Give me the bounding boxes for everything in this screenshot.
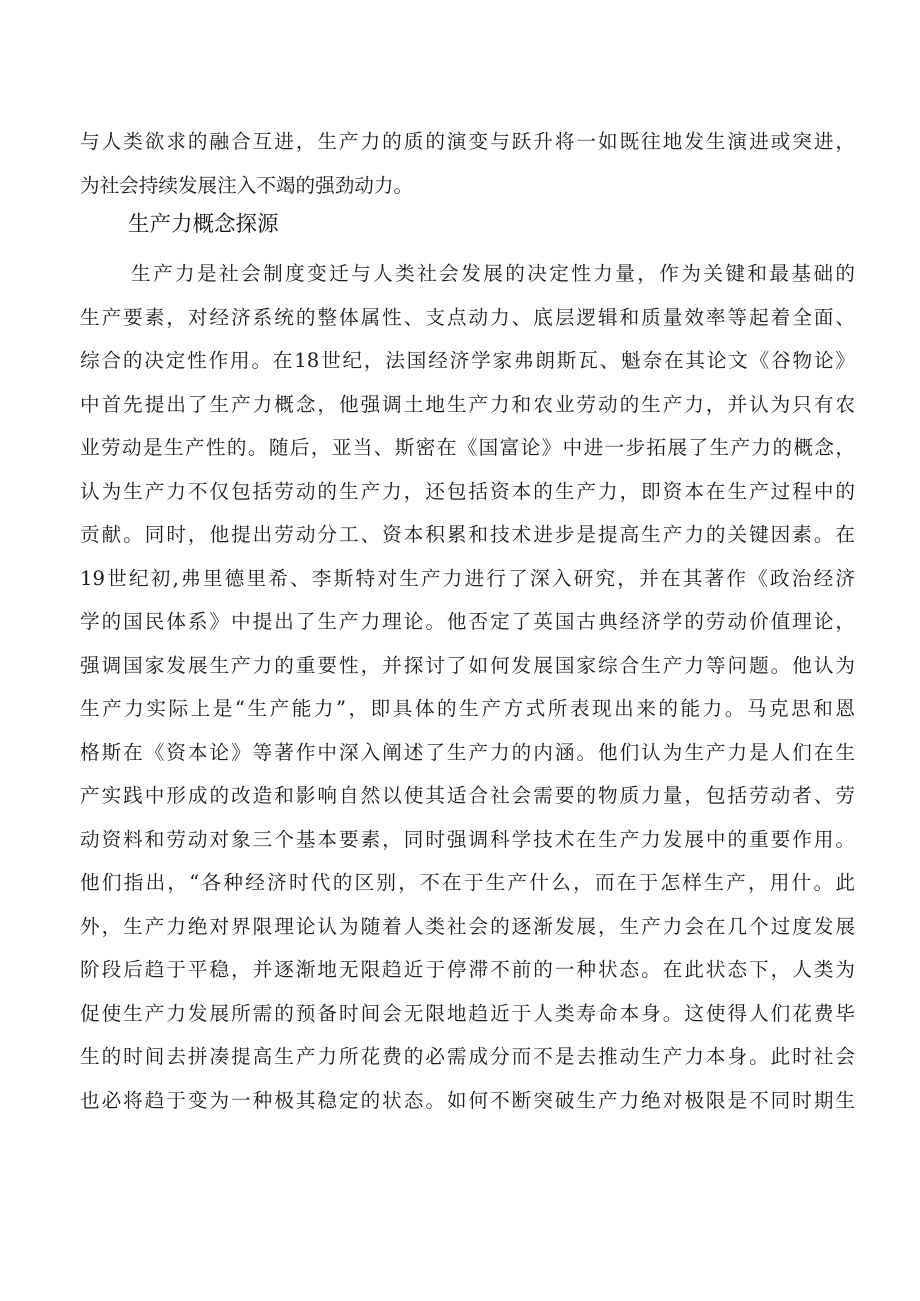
text-line: 与人类欲求的融合互进，生产力的质的演变与跃升将一如既往地发生演进或突进， (80, 130, 855, 153)
text-line: 综合的决定性作用。在18世纪，法国经济学家弗朗斯瓦、魁奈在其论文《谷物论》 (80, 349, 855, 372)
text-line: 业劳动是生产性的。随后，亚当、斯密在《国富论》中进一步拓展了生产力的概念， (80, 436, 855, 459)
text-line: 中首先提出了生产力概念，他强调土地生产力和农业劳动的生产力，并认为只有农 (80, 392, 855, 416)
section-heading: 生产力概念探源 (128, 212, 279, 237)
text-line: 他们指出，“各种经济时代的区别，不在于生产什么，而在于怎样生产，用什。此 (80, 871, 855, 894)
text-line: 生产力是社会制度变迁与人类社会发展的决定性力量，作为关键和最基础的 (131, 262, 855, 285)
intro-paragraph (80, 120, 855, 207)
text-line: 强调国家发展生产力的重要性，并探讨了如何发展国家综合生产力等问题。他认为 (80, 653, 855, 677)
text-line: 生的时间去拼凑提高生产力所花费的必需成分而不是去推动生产力本身。此时社会 (80, 1045, 855, 1068)
text-line: 认为生产力不仅包括劳动的生产力，还包括资本的生产力，即资本在生产过程中的 (80, 479, 855, 503)
text-line: 产实践中形成的改造和影响自然以使其适合社会需要的物质力量，包括劳动者、劳 (80, 784, 855, 807)
text-line: 促使生产力发展所需的预备时间会无限地趋近于人类寿命本身。这使得人们花费毕 (80, 1001, 855, 1025)
text-line: 格斯在《资本论》等著作中深入阐述了生产力的内涵。他们认为生产力是人们在生 (80, 740, 855, 764)
text-line: 19世纪初,弗里德里希、李斯特对生产力进行了深入研究，并在其著作《政治经济 (80, 566, 855, 590)
body-paragraph (80, 252, 855, 1122)
text-line: 外，生产力绝对界限理论认为随着人类社会的逐渐发展，生产力会在几个过度发展 (80, 914, 855, 938)
text-line: 生产要素，对经济系统的整体属性、支点动力、底层逻辑和质量效率等起着全面、 (80, 305, 855, 329)
text-line: 为社会持续发展注入不竭的强劲动力。 (80, 173, 414, 197)
text-line: 贡献。同时，他提出劳动分工、资本积累和技术进步是提高生产力的关键因素。在 (80, 523, 855, 546)
text-line: 也必将趋于变为一种极其稳定的状态。如何不断突破生产力绝对极限是不同时期生 (80, 1088, 855, 1112)
text-line: 动资料和劳动对象三个基本要素，同时强调科学技术在生产力发展中的重要作用。 (80, 827, 855, 851)
text-line: 阶段后趋于平稳，并逐渐地无限趋近于停滞不前的一种状态。在此状态下，人类为 (80, 958, 855, 981)
text-line: 生产力实际上是“生产能力”，即具体的生产方式所表现出来的能力。马克思和恩 (80, 697, 855, 720)
text-line: 学的国民体系》中提出了生产力理论。他否定了英国古典经济学的劳动价值理论， (80, 610, 855, 633)
